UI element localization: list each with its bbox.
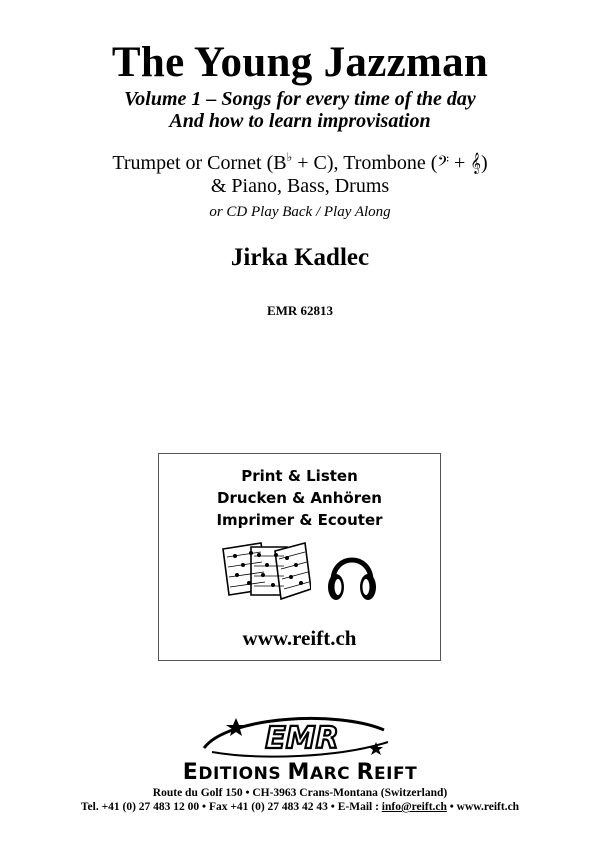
website-link[interactable]: www.reift.ch	[242, 626, 357, 650]
close-paren: )	[480, 152, 488, 174]
publisher-name	[0, 760, 600, 785]
publisher-letter: M	[287, 760, 310, 785]
treble-clef-icon: 𝄞	[470, 153, 481, 174]
email-link[interactable]: info@reift.ch	[381, 801, 447, 813]
promo-line-english: Print & Listen	[241, 467, 358, 485]
plus-text: +	[449, 152, 471, 174]
promo-line-french: Imprimer & Ecouter	[216, 511, 383, 529]
author-name: Jirka Kadlec	[230, 244, 370, 271]
catalog-code: EMR 62813	[266, 303, 334, 318]
subtitle-line-1: Volume 1 – Songs for every time of the day	[124, 88, 476, 110]
phone-fax: Tel. +41 (0) 27 483 12 00 • Fax +41 (0) 27 483 42 43 • E-Mail :	[80, 801, 382, 813]
page-title: The Young Jazzman	[111, 39, 489, 86]
publisher-letter: E	[182, 760, 199, 785]
publisher-letter: R	[356, 760, 375, 785]
publisher-text: DITIONS	[198, 764, 288, 784]
bass-clef-icon: 𝄢	[437, 153, 450, 174]
logo-text: EMR	[265, 721, 339, 756]
instrument-text: Trumpet or Cornet (B	[112, 152, 287, 174]
subtitle-line-2: And how to learn improvisation	[169, 110, 431, 132]
promo-line-german: Drucken & Anhören	[217, 489, 382, 507]
publisher-text: EIFT	[374, 764, 418, 784]
emr-logo	[198, 712, 398, 760]
instrument-text: + C), Trombone (	[292, 152, 438, 174]
publisher-text: ARC	[309, 764, 357, 784]
contact-line	[0, 801, 600, 813]
web-address: • www.reift.ch	[446, 801, 520, 813]
publisher-address: Route du Golf 150 • CH-3963 Crans-Montana (Switzerland)	[152, 787, 448, 799]
headphones-icon	[327, 547, 377, 605]
flat-icon: ♭	[286, 150, 293, 164]
sheet-music-icon	[221, 541, 311, 603]
print-listen-box	[158, 453, 441, 661]
cd-note: or CD Play Back / Play Along	[209, 204, 391, 220]
instrumentation-line-1	[0, 152, 600, 175]
instrumentation-line-2: & Piano, Bass, Drums	[210, 175, 390, 197]
